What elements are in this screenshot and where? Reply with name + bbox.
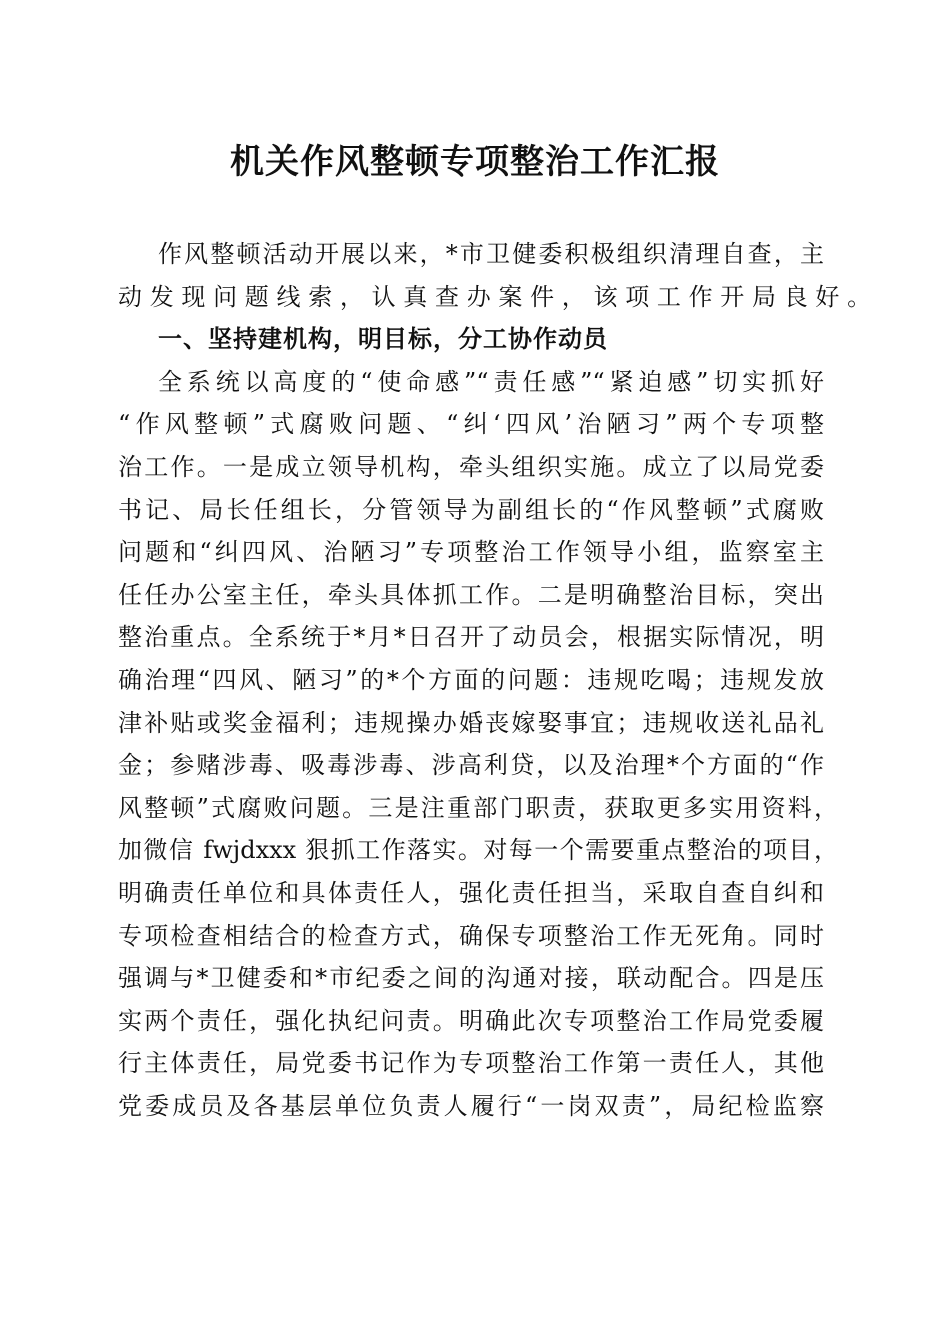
paragraph-line: 金；参赌涉毒、吸毒涉毒、涉高利贷，以及治理*个方面的“作 <box>118 751 824 780</box>
document-title: 机关作风整顿专项整治工作汇报 <box>230 142 720 182</box>
paragraph-line: “作风整顿”式腐败问题、“纠‘四风’治陋习”两个专项整 <box>118 410 824 439</box>
paragraph-line: 动发现问题线索，认真查办案件，该项工作开局良好。 <box>118 282 879 311</box>
paragraph-line: 整治重点。全系统于*月*日召开了动员会，根据实际情况，明 <box>118 623 824 652</box>
paragraph-line: 作风整顿活动开展以来，*市卫健委积极组织清理自查，主 <box>158 240 824 268</box>
paragraph-line: 书记、局长任组长，分管领导为副组长的“作风整顿”式腐败 <box>118 495 824 524</box>
paragraph-line: 治工作。一是成立领导机构，牵头组织实施。成立了以局党委 <box>118 452 824 481</box>
paragraph-line: 行主体责任，局党委书记作为专项整治工作第一责任人，其他 <box>118 1049 824 1078</box>
paragraph-line: 任任办公室主任，牵头具体抓工作。二是明确整治目标，突出 <box>118 580 824 609</box>
paragraph-line: 津补贴或奖金福利；违规操办婚丧嫁娶事宜；违规收送礼品礼 <box>118 708 824 737</box>
paragraph-line: 党委成员及各基层单位负责人履行“一岗双责”，局纪检监察 <box>118 1091 824 1120</box>
paragraph-line: 明确责任单位和具体责任人，强化责任担当，采取自查自纠和 <box>118 878 824 907</box>
paragraph-line: 专项检查相结合的检查方式，确保专项整治工作无死角。同时 <box>118 921 824 950</box>
paragraph-line: 加微信 fwjdxxx 狠抓工作落实。对每一个需要重点整治的项目， <box>118 836 838 865</box>
paragraph-line: 风整顿”式腐败问题。三是注重部门职责，获取更多实用资料， <box>118 793 838 822</box>
paragraph-line: 全系统以高度的“使命感”“责任感”“紧迫感”切实抓好 <box>158 367 824 396</box>
paragraph-line: 强调与*卫健委和*市纪委之间的沟通对接，联动配合。四是压 <box>118 964 824 993</box>
paragraph-line: 实两个责任，强化执纪问责。明确此次专项整治工作局党委履 <box>118 1006 824 1035</box>
paragraph-line: 问题和“纠四风、治陋习”专项整治工作领导小组，监察室主 <box>118 538 824 567</box>
document-body <box>118 233 879 1127</box>
section-heading: 一、坚持建机构，明目标，分工协作动员 <box>158 325 608 354</box>
paragraph-line: 确治理“四风、陋习”的*个方面的问题：违规吃喝；违规发放 <box>118 665 824 694</box>
